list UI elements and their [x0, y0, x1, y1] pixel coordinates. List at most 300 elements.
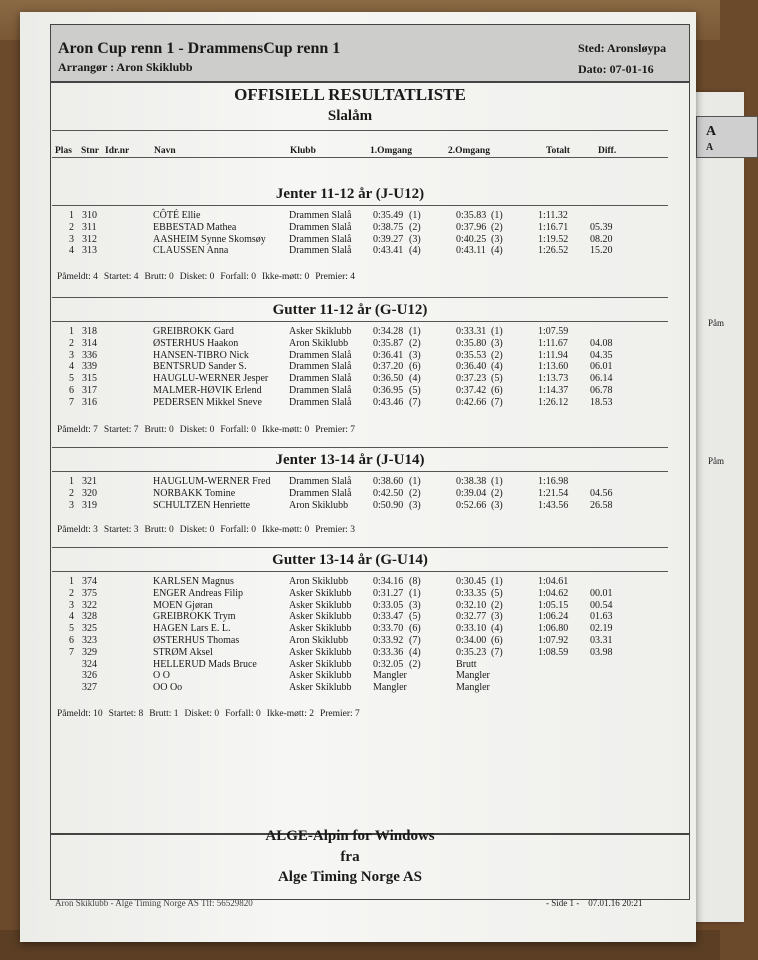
- cell-r2: 0:35.83: [456, 210, 487, 221]
- cell-diff: 18.53: [590, 396, 613, 408]
- result-row: [0, 623, 700, 635]
- section-divider: [52, 297, 668, 298]
- cell-stnr: 313: [82, 245, 97, 257]
- summary-item: Ikke-møtt: 0: [261, 272, 310, 282]
- cell-plas: 1: [69, 210, 74, 221]
- cell-plas: 1: [69, 326, 74, 337]
- cell-r2: Mangler: [456, 682, 490, 694]
- cell-stnr: 339: [82, 361, 97, 373]
- cell-r1p: (2): [409, 658, 421, 670]
- section-summary: [57, 272, 361, 282]
- summary-item: Startet: 3: [103, 525, 139, 535]
- cell-plas: 2: [69, 221, 74, 233]
- cell-diff: 00.01: [590, 587, 613, 599]
- cell-plas: 1: [69, 476, 74, 487]
- cell-r2p: (3): [491, 499, 503, 511]
- section-summary: [57, 525, 361, 535]
- summary-item: Disket: 0: [179, 525, 215, 535]
- cell-r2: 0:42.66: [456, 396, 487, 408]
- cell-r2: 0:40.25: [456, 233, 487, 245]
- result-row: [0, 338, 700, 350]
- cell-total: 1:26.12: [538, 396, 569, 408]
- cell-navn: NORBAKK Tomine: [153, 487, 236, 499]
- cell-plas: 2: [69, 487, 74, 499]
- cell-r1p: (5): [409, 385, 421, 396]
- cell-navn: MOEN Gjøran: [153, 599, 213, 611]
- cell-total: 1:07.59: [538, 326, 569, 337]
- result-row: [0, 576, 700, 588]
- cell-r1p: (4): [409, 373, 421, 385]
- cell-klubb: Aron Skiklubb: [289, 499, 349, 511]
- cell-diff: 26.58: [590, 499, 613, 511]
- cell-total: 1:11.67: [538, 337, 568, 349]
- cell-r2: 0:34.00: [456, 635, 487, 646]
- result-row: [0, 234, 700, 246]
- summary-item: Disket: 0: [179, 272, 215, 282]
- summary-item: Premier: 3: [315, 525, 356, 535]
- col-diff: Diff.: [598, 146, 617, 156]
- summary-item: Påmeldt: 4: [57, 272, 98, 282]
- summary-item: Startet: 8: [108, 709, 144, 719]
- cell-stnr: 320: [82, 487, 97, 499]
- cell-r2p: (2): [491, 599, 503, 611]
- cell-stnr: 336: [82, 349, 97, 361]
- cell-r2: Brutt: [456, 658, 477, 670]
- cell-plas: 2: [69, 587, 74, 599]
- cell-navn: PEDERSEN Mikkel Sneve: [153, 396, 262, 408]
- result-row: [0, 682, 700, 694]
- cell-klubb: Drammen Slalå: [289, 361, 352, 373]
- col-idr: Idr.nr: [105, 146, 130, 156]
- cell-diff: 06.78: [590, 385, 613, 396]
- result-row: [0, 600, 700, 612]
- summary-item: Forfall: 0: [220, 272, 256, 282]
- cell-r2: 0:30.45: [456, 576, 487, 587]
- section-summary: [57, 709, 366, 719]
- summary-item: Brutt: 0: [144, 425, 174, 435]
- cell-r1p: (2): [409, 337, 421, 349]
- cell-r2p: (1): [491, 326, 503, 337]
- cell-diff: 08.20: [590, 233, 613, 245]
- cell-r1p: (8): [409, 576, 421, 587]
- result-row: [0, 500, 700, 512]
- cell-r2p: (7): [491, 646, 503, 658]
- next-page-fragment: Påm: [708, 456, 725, 466]
- next-page-fragment: Påm: [708, 318, 725, 328]
- result-row: [0, 326, 700, 338]
- summary-item: Ikke-møtt: 2: [266, 709, 314, 719]
- cell-r1: 0:33.92: [373, 635, 404, 646]
- cell-stnr: 316: [82, 396, 97, 408]
- result-row: [0, 670, 700, 682]
- cell-navn: ØSTERHUS Haakon: [153, 337, 239, 349]
- cell-r1: 0:34.28: [373, 326, 404, 337]
- cell-klubb: Drammen Slalå: [289, 221, 352, 233]
- cell-r1: 0:43.41: [373, 245, 404, 257]
- cell-plas: 7: [69, 646, 74, 658]
- discipline: Slalåm: [327, 108, 373, 124]
- cell-stnr: 315: [82, 373, 97, 385]
- cell-r1p: (3): [409, 499, 421, 511]
- cell-navn: KARLSEN Magnus: [153, 576, 234, 587]
- cell-stnr: 328: [82, 611, 97, 623]
- result-row: [0, 385, 700, 397]
- cell-r2p: (6): [491, 635, 503, 646]
- cell-r2p: (6): [491, 385, 503, 396]
- cell-r2p: (2): [491, 221, 503, 233]
- date: Dato: 07-01-16: [578, 62, 654, 76]
- cell-diff: 03.31: [590, 635, 613, 646]
- cell-plas: 1: [69, 576, 74, 587]
- cell-r2: 0:33.10: [456, 623, 487, 635]
- cell-klubb: Drammen Slalå: [289, 487, 352, 499]
- section-title: Gutter 11-12 år (G-U12): [272, 302, 428, 318]
- cell-stnr: 321: [82, 476, 97, 487]
- cell-r1: Mangler: [373, 682, 407, 694]
- cell-total: 1:21.54: [538, 487, 569, 499]
- event-title: Aron Cup renn 1 - DrammensCup renn 1: [58, 40, 341, 57]
- summary-item: Premier: 4: [315, 272, 356, 282]
- col-navn: Navn: [154, 146, 176, 156]
- cell-total: 1:11.32: [538, 210, 568, 221]
- cell-r1: Mangler: [373, 670, 407, 682]
- cell-diff: 04.56: [590, 487, 613, 499]
- col-plas: Plas: [55, 146, 72, 156]
- cell-navn: MALMER-HØVIK Erlend: [153, 385, 262, 396]
- next-page-header-text: A: [706, 124, 717, 139]
- cell-r1p: (4): [409, 245, 421, 257]
- cell-plas: 6: [69, 385, 74, 396]
- page-number: - Side 1 -: [546, 898, 580, 908]
- cell-r1: 0:50.90: [373, 499, 404, 511]
- cell-r2: Mangler: [456, 670, 490, 682]
- cell-r1: 0:38.75: [373, 221, 404, 233]
- cell-diff: 06.01: [590, 361, 613, 373]
- cell-klubb: Drammen Slalå: [289, 233, 352, 245]
- summary-item: Startet: 7: [103, 425, 139, 435]
- cell-klubb: Asker Skiklubb: [289, 646, 352, 658]
- cell-r1p: (1): [409, 587, 421, 599]
- cell-navn: HANSEN-TIBRO Nick: [153, 349, 249, 361]
- cell-navn: O O: [153, 670, 170, 682]
- cell-r2: 0:52.66: [456, 499, 487, 511]
- footer-contact: Aron Skiklubb - Alge Timing Norge AS Tlf: 56529820: [55, 898, 253, 908]
- cell-total: 1:07.92: [538, 635, 569, 646]
- summary-item: Brutt: 0: [144, 272, 174, 282]
- cell-navn: HAGEN Lars E. L.: [153, 623, 231, 635]
- summary-item: Forfall: 0: [220, 425, 256, 435]
- cell-navn: CÔTÉ Ellie: [153, 210, 201, 221]
- summary-item: Disket: 0: [179, 425, 215, 435]
- cell-r2: 0:35.80: [456, 337, 487, 349]
- cell-r1: 0:32.05: [373, 658, 404, 670]
- section-divider: [52, 547, 668, 548]
- cell-r2: 0:39.04: [456, 487, 487, 499]
- cell-stnr: 329: [82, 646, 97, 658]
- cell-r1: 0:42.50: [373, 487, 404, 499]
- col-stnr: Stnr: [81, 146, 99, 156]
- cell-plas: 7: [69, 396, 74, 408]
- cell-diff: 15.20: [590, 245, 613, 257]
- col-total: Totalt: [546, 146, 570, 156]
- cell-r2: 0:36.40: [456, 361, 487, 373]
- cell-r2p: (3): [491, 233, 503, 245]
- result-row: [0, 210, 700, 222]
- cell-diff: 00.54: [590, 599, 613, 611]
- section-divider: [52, 571, 668, 572]
- cell-stnr: 322: [82, 599, 97, 611]
- cell-r2p: (2): [491, 349, 503, 361]
- cell-klubb: Drammen Slalå: [289, 245, 352, 257]
- footer-from: fra: [340, 849, 360, 865]
- cell-stnr: 326: [82, 670, 97, 682]
- result-row: [0, 245, 700, 257]
- cell-stnr: 310: [82, 210, 97, 221]
- cell-total: 1:43.56: [538, 499, 569, 511]
- cell-r1p: (6): [409, 623, 421, 635]
- cell-r2p: (5): [491, 587, 503, 599]
- cell-r2p: (2): [491, 487, 503, 499]
- cell-r2: 0:37.42: [456, 385, 487, 396]
- cell-r1p: (7): [409, 396, 421, 408]
- cell-r1p: (5): [409, 611, 421, 623]
- result-row: [0, 488, 700, 500]
- col-klubb: Klubb: [290, 146, 316, 156]
- cell-klubb: Drammen Slalå: [289, 476, 352, 487]
- cell-total: 1:26.52: [538, 245, 569, 257]
- cell-r2p: (4): [491, 623, 503, 635]
- cell-r1: 0:31.27: [373, 587, 404, 599]
- cell-r2p: (5): [491, 373, 503, 385]
- cell-r2: 0:32.10: [456, 599, 487, 611]
- cell-total: 1:13.73: [538, 373, 569, 385]
- cell-r2p: (1): [491, 210, 503, 221]
- cell-r1: 0:34.16: [373, 576, 404, 587]
- document-title: OFFISIELL RESULTATLISTE: [234, 85, 466, 104]
- cell-klubb: Drammen Slalå: [289, 210, 352, 221]
- col-run2: 2.Omgang: [448, 146, 490, 156]
- header-divider: [52, 157, 668, 158]
- result-row: [0, 476, 700, 488]
- section-divider: [52, 447, 668, 448]
- cell-r2: 0:32.77: [456, 611, 487, 623]
- cell-total: 1:16.98: [538, 476, 569, 487]
- result-row: [0, 222, 700, 234]
- summary-item: Brutt: 0: [144, 525, 174, 535]
- cell-navn: HAUGLUM-WERNER Fred: [153, 476, 271, 487]
- cell-r1p: (1): [409, 476, 421, 487]
- summary-item: Ikke-møtt: 0: [261, 425, 310, 435]
- print-timestamp: 07.01.16 20:21: [588, 898, 643, 908]
- cell-total: 1:16.71: [538, 221, 569, 233]
- cell-plas: 5: [69, 373, 74, 385]
- cell-klubb: Asker Skiklubb: [289, 326, 352, 337]
- cell-navn: ENGER Andreas Filip: [153, 587, 243, 599]
- cell-r1p: (3): [409, 349, 421, 361]
- cell-r2p: (4): [491, 361, 503, 373]
- summary-item: Brutt: 1: [149, 709, 179, 719]
- cell-r2p: (1): [491, 476, 503, 487]
- cell-klubb: Asker Skiklubb: [289, 682, 352, 694]
- cell-r2: 0:43.11: [456, 245, 486, 257]
- section-divider: [52, 205, 668, 206]
- cell-diff: 04.35: [590, 349, 613, 361]
- cell-klubb: Drammen Slalå: [289, 396, 352, 408]
- cell-diff: 01.63: [590, 611, 613, 623]
- cell-plas: 3: [69, 599, 74, 611]
- cell-total: 1:13.60: [538, 361, 569, 373]
- cell-stnr: 375: [82, 587, 97, 599]
- summary-item: Påmeldt: 10: [57, 709, 103, 719]
- cell-stnr: 312: [82, 233, 97, 245]
- footer-software: ALGE-Alpin for Windows: [265, 828, 435, 844]
- location: Sted: Aronsløypa: [578, 41, 667, 55]
- col-run1: 1.Omgang: [370, 146, 412, 156]
- cell-total: 1:06.24: [538, 611, 569, 623]
- cell-r1: 0:33.36: [373, 646, 404, 658]
- cell-diff: 06.14: [590, 373, 613, 385]
- cell-r1: 0:35.87: [373, 337, 404, 349]
- cell-plas: 4: [69, 611, 74, 623]
- cell-r2p: (7): [491, 396, 503, 408]
- cell-r1p: (4): [409, 646, 421, 658]
- cell-diff: 02.19: [590, 623, 613, 635]
- cell-total: 1:06.80: [538, 623, 569, 635]
- cell-r2: 0:37.96: [456, 221, 487, 233]
- cell-stnr: 317: [82, 385, 97, 396]
- summary-item: Forfall: 0: [220, 525, 256, 535]
- cell-r1p: (1): [409, 210, 421, 221]
- cell-total: 1:05.15: [538, 599, 569, 611]
- result-row: [0, 397, 700, 409]
- cell-plas: 6: [69, 635, 74, 646]
- cell-klubb: Asker Skiklubb: [289, 658, 352, 670]
- page-info: [546, 898, 643, 908]
- cell-r2: 0:35.23: [456, 646, 487, 658]
- cell-r1: 0:36.41: [373, 349, 404, 361]
- section-title: Jenter 11-12 år (J-U12): [275, 186, 425, 202]
- cell-navn: EBBESTAD Mathea: [153, 221, 237, 233]
- cell-r1p: (2): [409, 487, 421, 499]
- cell-r1: 0:38.60: [373, 476, 404, 487]
- cell-r2p: (3): [491, 611, 503, 623]
- cell-r1: 0:43.46: [373, 396, 404, 408]
- result-row: [0, 611, 700, 623]
- cell-navn: HAUGLU-WERNER Jesper: [153, 373, 269, 385]
- cell-navn: AASHEIM Synne Skomsøy: [153, 233, 266, 245]
- summary-item: Ikke-møtt: 0: [261, 525, 310, 535]
- cell-r1: 0:35.49: [373, 210, 404, 221]
- cell-klubb: Aron Skiklubb: [289, 576, 349, 587]
- cell-r2: 0:37.23: [456, 373, 487, 385]
- cell-diff: 04.08: [590, 337, 613, 349]
- cell-stnr: 319: [82, 499, 97, 511]
- result-row: [0, 350, 700, 362]
- summary-item: Premier: 7: [315, 425, 356, 435]
- section-summary: [57, 425, 361, 435]
- summary-item: Premier: 7: [319, 709, 360, 719]
- cell-navn: STRØM Aksel: [153, 646, 213, 658]
- result-row: [0, 635, 700, 647]
- cell-r2p: (3): [491, 337, 503, 349]
- organizer: Arrangør : Aron Skiklubb: [58, 60, 193, 74]
- section-divider: [52, 321, 668, 322]
- cell-total: 1:04.61: [538, 576, 569, 587]
- cell-total: 1:11.94: [538, 349, 568, 361]
- summary-item: Påmeldt: 3: [57, 525, 98, 535]
- cell-r2: 0:33.31: [456, 326, 487, 337]
- summary-item: Forfall: 0: [225, 709, 261, 719]
- cell-diff: 03.98: [590, 646, 613, 658]
- cell-r1: 0:36.50: [373, 373, 404, 385]
- cell-stnr: 374: [82, 576, 97, 587]
- cell-klubb: Drammen Slalå: [289, 373, 352, 385]
- cell-klubb: Drammen Slalå: [289, 385, 352, 396]
- cell-stnr: 324: [82, 658, 97, 670]
- cell-r1p: (1): [409, 326, 421, 337]
- cell-stnr: 311: [82, 221, 97, 233]
- cell-navn: ØSTERHUS Thomas: [153, 635, 240, 646]
- summary-item: Disket: 0: [184, 709, 220, 719]
- cell-r1: 0:39.27: [373, 233, 404, 245]
- cell-plas: 5: [69, 623, 74, 635]
- cell-stnr: 323: [82, 635, 97, 646]
- cell-navn: OO Oo: [153, 682, 183, 694]
- cell-r2: 0:33.35: [456, 587, 487, 599]
- cell-r2p: (1): [491, 576, 503, 587]
- cell-navn: HELLERUD Mads Bruce: [153, 658, 257, 670]
- cell-stnr: 318: [82, 326, 97, 337]
- cell-r1p: (7): [409, 635, 421, 646]
- cell-r2: 0:35.53: [456, 349, 487, 361]
- cell-klubb: Drammen Slalå: [289, 349, 352, 361]
- result-row: [0, 373, 700, 385]
- cell-r1: 0:37.20: [373, 361, 404, 373]
- cell-navn: GREIBROKK Gard: [153, 326, 234, 337]
- cell-klubb: Asker Skiklubb: [289, 611, 352, 623]
- cell-plas: 2: [69, 337, 74, 349]
- summary-item: Påmeldt: 7: [57, 425, 98, 435]
- cell-navn: CLAUSSEN Anna: [153, 245, 229, 257]
- cell-navn: GREIBROKK Trym: [153, 611, 236, 623]
- cell-r1: 0:33.05: [373, 599, 404, 611]
- cell-klubb: Aron Skiklubb: [289, 337, 349, 349]
- cell-navn: BENTSRUD Sander S.: [153, 361, 247, 373]
- cell-plas: 3: [69, 233, 74, 245]
- cell-stnr: 325: [82, 623, 97, 635]
- cell-plas: 4: [69, 245, 74, 257]
- summary-item: Startet: 4: [103, 272, 139, 282]
- section-title: Jenter 13-14 år (J-U14): [275, 452, 425, 468]
- cell-r1: 0:33.70: [373, 623, 404, 635]
- cell-r1: 0:33.47: [373, 611, 404, 623]
- cell-klubb: Asker Skiklubb: [289, 599, 352, 611]
- cell-klubb: Asker Skiklubb: [289, 587, 352, 599]
- cell-r1p: (6): [409, 361, 421, 373]
- cell-klubb: Aron Skiklubb: [289, 635, 349, 646]
- section-title: Gutter 13-14 år (G-U14): [272, 552, 428, 568]
- footer-company: Alge Timing Norge AS: [277, 869, 423, 885]
- result-row: [0, 659, 700, 671]
- result-row: [0, 647, 700, 659]
- result-row: [0, 361, 700, 373]
- cell-r2p: (4): [491, 245, 503, 257]
- result-row: [0, 588, 700, 600]
- cell-klubb: Asker Skiklubb: [289, 670, 352, 682]
- cell-r1p: (3): [409, 599, 421, 611]
- cell-r1p: (3): [409, 233, 421, 245]
- section-divider: [52, 471, 668, 472]
